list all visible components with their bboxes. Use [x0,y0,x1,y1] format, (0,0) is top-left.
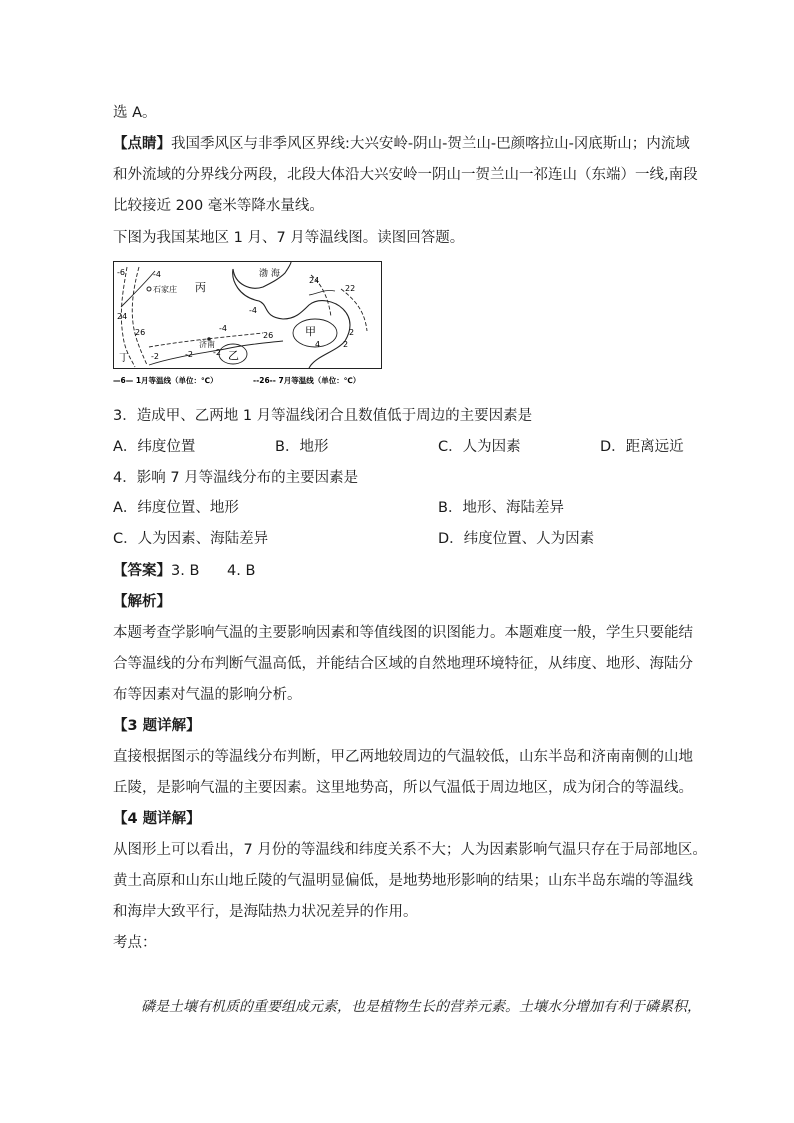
analysis-tag: 【解析】 [113,594,171,610]
dianjing-line-3: 比较接近 200 毫米等降水量线。 [113,198,324,214]
answer-tag: 【答案】 [113,563,171,579]
q4-option-a: A．纬度位置、地形 [113,500,239,516]
detail4-p1: 从图形上可以看出，7 月份的等温线和纬度关系不大；人为因素影响气温只存在于局部地区。 [113,842,707,858]
detail4-p2: 黄土高原和山东山地丘陵的气温明显偏低，是地势地形影响的结果；山东半岛东端的等温线 [113,873,693,889]
q3-stem: 3．造成甲、乙两地 1 月等温线闭合且数值低于周边的主要因素是 [113,408,533,424]
val-24b: 24 [309,276,320,285]
detail4-p3: 和海岸大致平行，是海陆热力状况差异的作用。 [113,904,418,920]
jia-label: 甲 [305,325,316,338]
answer-line: 选 A。 [113,105,157,121]
val-m2b: -2 [185,350,193,359]
val-m6: -6 [117,268,125,277]
dianjing-tag: 【点睛】 [113,136,171,152]
detail3-p2: 丘陵，是影响气温的主要因素。这里地势高，所以气温低于周边地区，成为闭合的等温线。 [113,780,693,796]
analysis-p3: 布等因素对气温的影响分析。 [113,687,302,703]
val-2a: 2 [343,340,349,349]
analysis-p2: 合等温线的分布判断气温高低，并能结合区域的自然地理环境特征，从纬度、地形、海陆分 [113,656,693,672]
val-26b: 26 [263,331,274,340]
next-passage-line: 磷是土壤有机质的重要组成元素，也是植物生长的营养元素。土壤水分增加有利于磷累积， [141,999,701,1015]
dianjing-text: 我国季风区与非季风区界线:大兴安岭-阴山-贺兰山-巴颜喀拉山-冈底斯山；内流域 [171,136,690,152]
val-22: 22 [345,284,356,293]
q3-option-a: A．纬度位置 [113,439,196,455]
dianjing-line [113,134,690,154]
answer-row [113,561,255,581]
val-24a: 24 [117,312,128,321]
val-m4b: -4 [249,306,257,315]
val-2b: 2 [349,328,355,337]
bohai-label: 渤 海 [259,269,280,279]
legend-jan: —6— 1月等温线（单位：℃） [113,376,218,385]
q4-stem: 4．影响 7 月等温线分布的主要因素是 [113,470,359,486]
figure-intro: 下图为我国某地区 1 月、7 月等温线图。读图回答题。 [113,230,465,246]
q4-option-c: C．人为因素、海陆差异 [113,531,269,547]
q3-option-d: D．距离远近 [600,439,684,455]
detail3-p1: 直接根据图示的等温线分布判断，甲乙两地较周边的气温较低，山东半岛和济南南侧的山地 [113,749,693,765]
val-m4a: -4 [153,270,161,279]
ding-label: 丁 [119,353,129,364]
dianjing-line-2: 和外流域的分界线分两段，北段大体沿大兴安岭一阴山一贺兰山一祁连山（东端）一线,南段 [113,167,698,183]
val-m2c: -2 [213,348,221,357]
val-26a: 26 [135,328,146,337]
shijiazhuang-label: 石家庄 [153,285,177,294]
detail4-tag: 【4 题详解】 [113,811,201,827]
val-m4c: -4 [219,324,227,333]
kaodian-label: 考点： [113,935,157,951]
q3-option-b: B．地形 [275,439,329,455]
q4-option-d: D．纬度位置、人为因素 [438,531,595,547]
val-4: 4 [315,340,321,349]
yi-label: 乙 [228,349,239,362]
bing-label: 丙 [195,281,206,294]
val-m2a: -2 [151,352,159,361]
isotherm-map [113,261,385,391]
analysis-p1: 本题考查学影响气温的主要影响因素和等值线图的识图能力。本题难度一般，学生只要能结 [113,625,693,641]
jinan-label: 济南 [199,340,215,349]
detail3-tag: 【3 题详解】 [113,718,201,734]
q4-option-b: B．地形、海陆差异 [438,500,564,516]
q3-option-c: C．人为因素 [438,439,521,455]
answer-text: 3. B 4. B [171,563,256,579]
legend-jul: --26-- 7月等温线（单位：℃） [253,376,361,385]
